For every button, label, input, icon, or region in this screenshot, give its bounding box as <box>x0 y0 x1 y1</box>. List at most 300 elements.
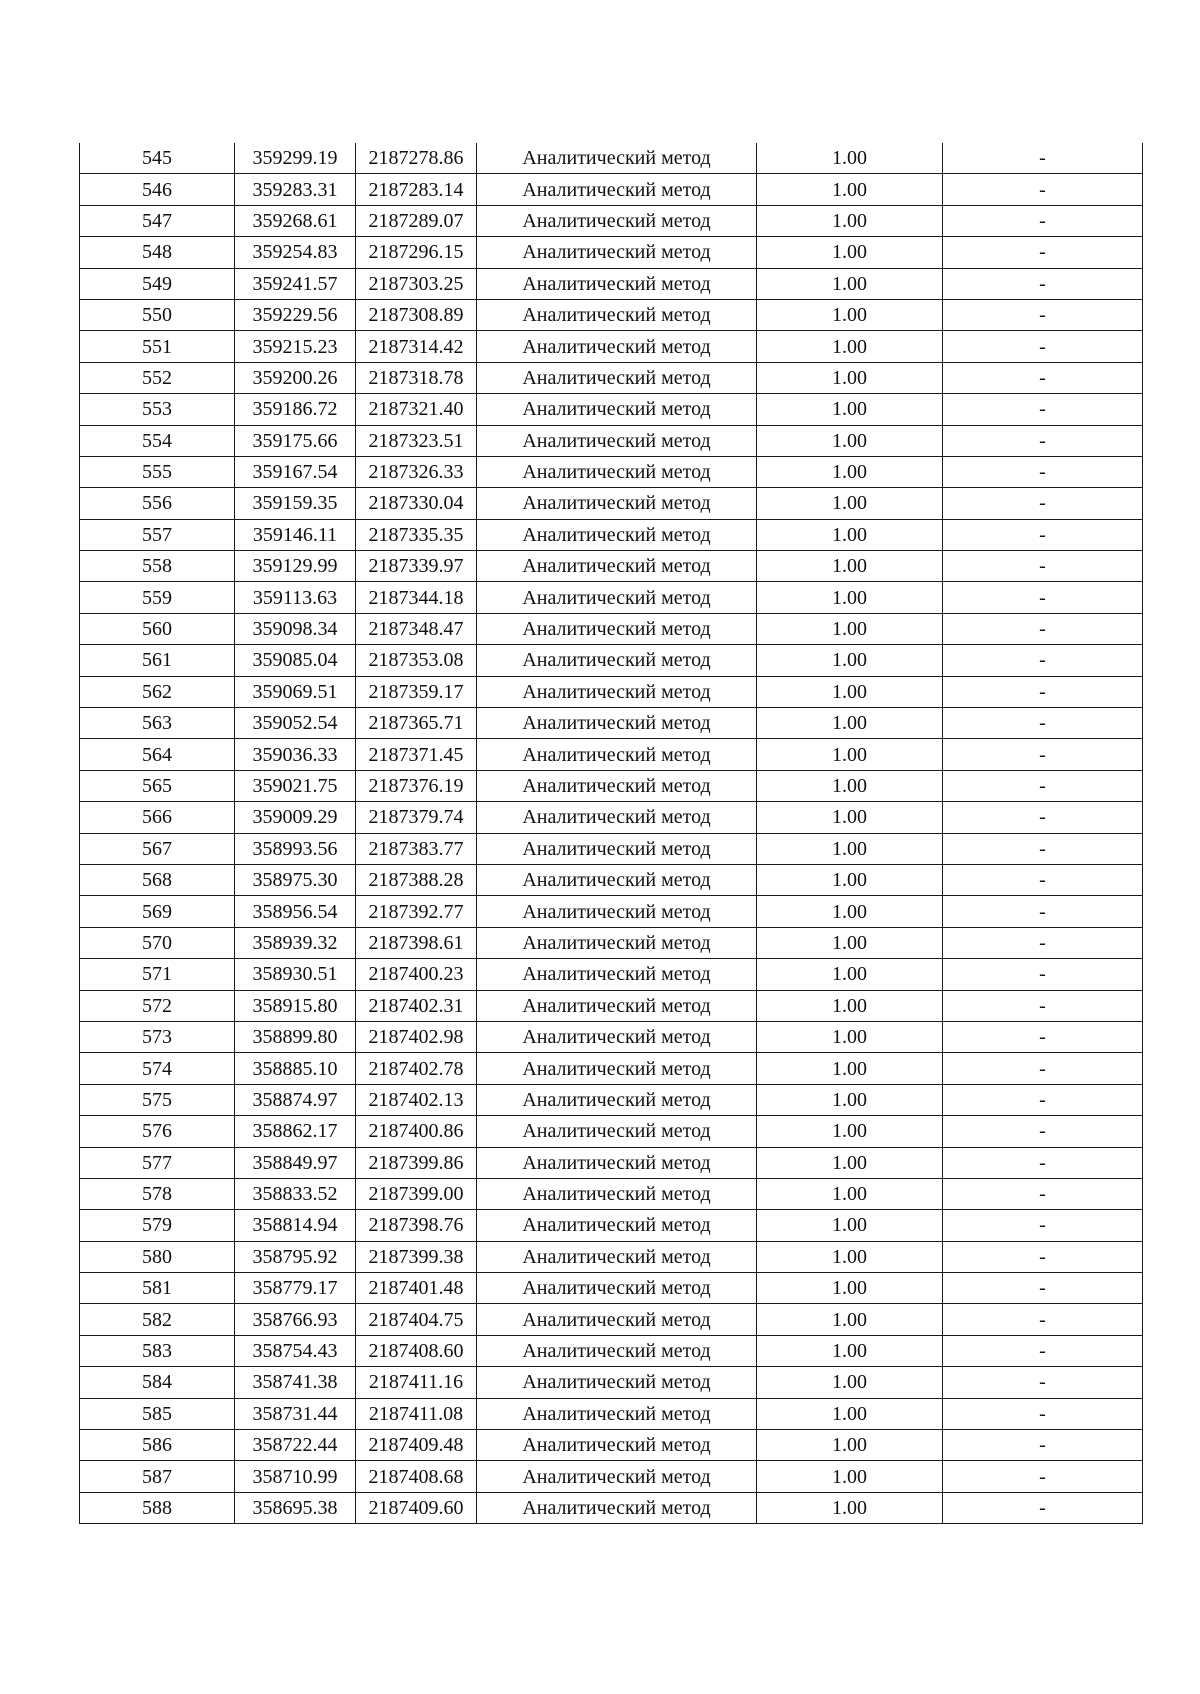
y-coordinate-cell: 2187400.23 <box>356 959 477 990</box>
x-coordinate-cell: 359241.57 <box>235 268 356 299</box>
y-coordinate-cell: 2187323.51 <box>356 425 477 456</box>
description-cell: - <box>943 551 1143 582</box>
method-cell: Аналитический метод <box>477 676 757 707</box>
x-coordinate-cell: 359229.56 <box>235 299 356 330</box>
x-coordinate-cell: 358833.52 <box>235 1178 356 1209</box>
method-cell: Аналитический метод <box>477 927 757 958</box>
description-cell: - <box>943 1273 1143 1304</box>
y-coordinate-cell: 2187359.17 <box>356 676 477 707</box>
point-number-cell: 579 <box>80 1210 235 1241</box>
x-coordinate-cell: 359098.34 <box>235 613 356 644</box>
accuracy-cell: 1.00 <box>757 488 943 519</box>
method-cell: Аналитический метод <box>477 425 757 456</box>
coordinates-table-body <box>80 143 1143 1524</box>
point-number-cell: 581 <box>80 1273 235 1304</box>
y-coordinate-cell: 2187379.74 <box>356 802 477 833</box>
method-cell: Аналитический метод <box>477 708 757 739</box>
method-cell: Аналитический метод <box>477 864 757 895</box>
description-cell: - <box>943 990 1143 1021</box>
description-cell: - <box>943 488 1143 519</box>
y-coordinate-cell: 2187330.04 <box>356 488 477 519</box>
y-coordinate-cell: 2187408.68 <box>356 1461 477 1492</box>
description-cell: - <box>943 708 1143 739</box>
point-number-cell: 563 <box>80 708 235 739</box>
point-number-cell: 587 <box>80 1461 235 1492</box>
accuracy-cell: 1.00 <box>757 362 943 393</box>
description-cell: - <box>943 456 1143 487</box>
point-number-cell: 569 <box>80 896 235 927</box>
x-coordinate-cell: 358731.44 <box>235 1398 356 1429</box>
accuracy-cell: 1.00 <box>757 1053 943 1084</box>
y-coordinate-cell: 2187392.77 <box>356 896 477 927</box>
method-cell: Аналитический метод <box>477 362 757 393</box>
method-cell: Аналитический метод <box>477 1241 757 1272</box>
point-number-cell: 559 <box>80 582 235 613</box>
point-number-cell: 586 <box>80 1430 235 1461</box>
point-number-cell: 574 <box>80 1053 235 1084</box>
accuracy-cell: 1.00 <box>757 1430 943 1461</box>
accuracy-cell: 1.00 <box>757 174 943 205</box>
point-number-cell: 565 <box>80 770 235 801</box>
table-row <box>80 456 1143 487</box>
x-coordinate-cell: 359186.72 <box>235 394 356 425</box>
method-cell: Аналитический метод <box>477 331 757 362</box>
x-coordinate-cell: 359129.99 <box>235 551 356 582</box>
method-cell: Аналитический метод <box>477 1430 757 1461</box>
description-cell: - <box>943 1116 1143 1147</box>
x-coordinate-cell: 359009.29 <box>235 802 356 833</box>
x-coordinate-cell: 359299.19 <box>235 143 356 174</box>
accuracy-cell: 1.00 <box>757 519 943 550</box>
point-number-cell: 547 <box>80 205 235 236</box>
accuracy-cell: 1.00 <box>757 331 943 362</box>
x-coordinate-cell: 359052.54 <box>235 708 356 739</box>
y-coordinate-cell: 2187339.97 <box>356 551 477 582</box>
x-coordinate-cell: 358862.17 <box>235 1116 356 1147</box>
point-number-cell: 557 <box>80 519 235 550</box>
description-cell: - <box>943 1084 1143 1115</box>
accuracy-cell: 1.00 <box>757 990 943 1021</box>
method-cell: Аналитический метод <box>477 896 757 927</box>
accuracy-cell: 1.00 <box>757 237 943 268</box>
accuracy-cell: 1.00 <box>757 927 943 958</box>
description-cell: - <box>943 1367 1143 1398</box>
point-number-cell: 546 <box>80 174 235 205</box>
x-coordinate-cell: 358779.17 <box>235 1273 356 1304</box>
accuracy-cell: 1.00 <box>757 1241 943 1272</box>
y-coordinate-cell: 2187404.75 <box>356 1304 477 1335</box>
point-number-cell: 573 <box>80 1021 235 1052</box>
accuracy-cell: 1.00 <box>757 613 943 644</box>
method-cell: Аналитический метод <box>477 959 757 990</box>
method-cell: Аналитический метод <box>477 1461 757 1492</box>
point-number-cell: 571 <box>80 959 235 990</box>
point-number-cell: 576 <box>80 1116 235 1147</box>
method-cell: Аналитический метод <box>477 1210 757 1241</box>
table-row <box>80 833 1143 864</box>
table-row <box>80 927 1143 958</box>
point-number-cell: 572 <box>80 990 235 1021</box>
x-coordinate-cell: 358722.44 <box>235 1430 356 1461</box>
table-row <box>80 959 1143 990</box>
method-cell: Аналитический метод <box>477 613 757 644</box>
point-number-cell: 585 <box>80 1398 235 1429</box>
table-row <box>80 676 1143 707</box>
x-coordinate-cell: 359254.83 <box>235 237 356 268</box>
x-coordinate-cell: 358899.80 <box>235 1021 356 1052</box>
description-cell: - <box>943 645 1143 676</box>
description-cell: - <box>943 1398 1143 1429</box>
method-cell: Аналитический метод <box>477 802 757 833</box>
accuracy-cell: 1.00 <box>757 551 943 582</box>
table-row <box>80 990 1143 1021</box>
y-coordinate-cell: 2187399.00 <box>356 1178 477 1209</box>
description-cell: - <box>943 739 1143 770</box>
table-row <box>80 1084 1143 1115</box>
method-cell: Аналитический метод <box>477 1053 757 1084</box>
point-number-cell: 570 <box>80 927 235 958</box>
description-cell: - <box>943 1053 1143 1084</box>
x-coordinate-cell: 358930.51 <box>235 959 356 990</box>
point-number-cell: 564 <box>80 739 235 770</box>
description-cell: - <box>943 1335 1143 1366</box>
description-cell: - <box>943 1430 1143 1461</box>
y-coordinate-cell: 2187402.78 <box>356 1053 477 1084</box>
method-cell: Аналитический метод <box>477 582 757 613</box>
table-row <box>80 143 1143 174</box>
accuracy-cell: 1.00 <box>757 394 943 425</box>
method-cell: Аналитический метод <box>477 268 757 299</box>
table-row <box>80 1147 1143 1178</box>
point-number-cell: 582 <box>80 1304 235 1335</box>
method-cell: Аналитический метод <box>477 551 757 582</box>
table-row <box>80 519 1143 550</box>
description-cell: - <box>943 1241 1143 1272</box>
method-cell: Аналитический метод <box>477 1492 757 1523</box>
point-number-cell: 548 <box>80 237 235 268</box>
y-coordinate-cell: 2187401.48 <box>356 1273 477 1304</box>
accuracy-cell: 1.00 <box>757 1304 943 1335</box>
method-cell: Аналитический метод <box>477 237 757 268</box>
accuracy-cell: 1.00 <box>757 645 943 676</box>
table-row <box>80 739 1143 770</box>
table-row <box>80 394 1143 425</box>
description-cell: - <box>943 143 1143 174</box>
table-row <box>80 551 1143 582</box>
y-coordinate-cell: 2187321.40 <box>356 394 477 425</box>
table-row <box>80 864 1143 895</box>
y-coordinate-cell: 2187365.71 <box>356 708 477 739</box>
x-coordinate-cell: 359268.61 <box>235 205 356 236</box>
point-number-cell: 560 <box>80 613 235 644</box>
x-coordinate-cell: 359069.51 <box>235 676 356 707</box>
y-coordinate-cell: 2187289.07 <box>356 205 477 236</box>
accuracy-cell: 1.00 <box>757 739 943 770</box>
y-coordinate-cell: 2187308.89 <box>356 299 477 330</box>
x-coordinate-cell: 359021.75 <box>235 770 356 801</box>
y-coordinate-cell: 2187402.31 <box>356 990 477 1021</box>
description-cell: - <box>943 362 1143 393</box>
method-cell: Аналитический метод <box>477 645 757 676</box>
description-cell: - <box>943 833 1143 864</box>
accuracy-cell: 1.00 <box>757 1492 943 1523</box>
point-number-cell: 551 <box>80 331 235 362</box>
x-coordinate-cell: 358993.56 <box>235 833 356 864</box>
accuracy-cell: 1.00 <box>757 770 943 801</box>
description-cell: - <box>943 1492 1143 1523</box>
point-number-cell: 554 <box>80 425 235 456</box>
method-cell: Аналитический метод <box>477 1367 757 1398</box>
point-number-cell: 555 <box>80 456 235 487</box>
x-coordinate-cell: 359113.63 <box>235 582 356 613</box>
x-coordinate-cell: 359085.04 <box>235 645 356 676</box>
table-row <box>80 802 1143 833</box>
table-row <box>80 770 1143 801</box>
table-row <box>80 1461 1143 1492</box>
point-number-cell: 584 <box>80 1367 235 1398</box>
y-coordinate-cell: 2187314.42 <box>356 331 477 362</box>
y-coordinate-cell: 2187408.60 <box>356 1335 477 1366</box>
method-cell: Аналитический метод <box>477 1398 757 1429</box>
accuracy-cell: 1.00 <box>757 456 943 487</box>
description-cell: - <box>943 331 1143 362</box>
point-number-cell: 562 <box>80 676 235 707</box>
table-row <box>80 1210 1143 1241</box>
table-row <box>80 1304 1143 1335</box>
table-row <box>80 1116 1143 1147</box>
method-cell: Аналитический метод <box>477 174 757 205</box>
table-row <box>80 1021 1143 1052</box>
table-row <box>80 1053 1143 1084</box>
description-cell: - <box>943 676 1143 707</box>
description-cell: - <box>943 299 1143 330</box>
table-row <box>80 708 1143 739</box>
method-cell: Аналитический метод <box>477 143 757 174</box>
x-coordinate-cell: 359283.31 <box>235 174 356 205</box>
y-coordinate-cell: 2187402.98 <box>356 1021 477 1052</box>
table-row <box>80 645 1143 676</box>
y-coordinate-cell: 2187283.14 <box>356 174 477 205</box>
accuracy-cell: 1.00 <box>757 1116 943 1147</box>
y-coordinate-cell: 2187296.15 <box>356 237 477 268</box>
table-row <box>80 331 1143 362</box>
point-number-cell: 552 <box>80 362 235 393</box>
method-cell: Аналитический метод <box>477 1147 757 1178</box>
x-coordinate-cell: 358915.80 <box>235 990 356 1021</box>
x-coordinate-cell: 358874.97 <box>235 1084 356 1115</box>
table-row <box>80 1398 1143 1429</box>
description-cell: - <box>943 1178 1143 1209</box>
x-coordinate-cell: 358975.30 <box>235 864 356 895</box>
description-cell: - <box>943 613 1143 644</box>
description-cell: - <box>943 519 1143 550</box>
x-coordinate-cell: 358695.38 <box>235 1492 356 1523</box>
y-coordinate-cell: 2187399.38 <box>356 1241 477 1272</box>
description-cell: - <box>943 1210 1143 1241</box>
y-coordinate-cell: 2187409.60 <box>356 1492 477 1523</box>
y-coordinate-cell: 2187353.08 <box>356 645 477 676</box>
description-cell: - <box>943 770 1143 801</box>
x-coordinate-cell: 358885.10 <box>235 1053 356 1084</box>
method-cell: Аналитический метод <box>477 1178 757 1209</box>
y-coordinate-cell: 2187399.86 <box>356 1147 477 1178</box>
x-coordinate-cell: 358939.32 <box>235 927 356 958</box>
method-cell: Аналитический метод <box>477 739 757 770</box>
description-cell: - <box>943 1304 1143 1335</box>
accuracy-cell: 1.00 <box>757 1398 943 1429</box>
point-number-cell: 580 <box>80 1241 235 1272</box>
x-coordinate-cell: 359146.11 <box>235 519 356 550</box>
method-cell: Аналитический метод <box>477 1021 757 1052</box>
table-row <box>80 299 1143 330</box>
method-cell: Аналитический метод <box>477 519 757 550</box>
description-cell: - <box>943 174 1143 205</box>
accuracy-cell: 1.00 <box>757 1461 943 1492</box>
table-row <box>80 174 1143 205</box>
y-coordinate-cell: 2187376.19 <box>356 770 477 801</box>
y-coordinate-cell: 2187400.86 <box>356 1116 477 1147</box>
accuracy-cell: 1.00 <box>757 708 943 739</box>
table-row <box>80 1335 1143 1366</box>
point-number-cell: 583 <box>80 1335 235 1366</box>
description-cell: - <box>943 582 1143 613</box>
accuracy-cell: 1.00 <box>757 582 943 613</box>
method-cell: Аналитический метод <box>477 394 757 425</box>
x-coordinate-cell: 359200.26 <box>235 362 356 393</box>
y-coordinate-cell: 2187318.78 <box>356 362 477 393</box>
description-cell: - <box>943 864 1143 895</box>
x-coordinate-cell: 358741.38 <box>235 1367 356 1398</box>
table-row <box>80 896 1143 927</box>
table-row <box>80 613 1143 644</box>
y-coordinate-cell: 2187335.35 <box>356 519 477 550</box>
table-row <box>80 362 1143 393</box>
point-number-cell: 566 <box>80 802 235 833</box>
point-number-cell: 553 <box>80 394 235 425</box>
accuracy-cell: 1.00 <box>757 1273 943 1304</box>
coordinates-table <box>79 143 1143 1524</box>
description-cell: - <box>943 1147 1143 1178</box>
point-number-cell: 550 <box>80 299 235 330</box>
accuracy-cell: 1.00 <box>757 802 943 833</box>
point-number-cell: 588 <box>80 1492 235 1523</box>
accuracy-cell: 1.00 <box>757 143 943 174</box>
point-number-cell: 545 <box>80 143 235 174</box>
x-coordinate-cell: 358849.97 <box>235 1147 356 1178</box>
x-coordinate-cell: 359036.33 <box>235 739 356 770</box>
method-cell: Аналитический метод <box>477 770 757 801</box>
x-coordinate-cell: 359215.23 <box>235 331 356 362</box>
accuracy-cell: 1.00 <box>757 1178 943 1209</box>
description-cell: - <box>943 205 1143 236</box>
table-row <box>80 1241 1143 1272</box>
accuracy-cell: 1.00 <box>757 864 943 895</box>
description-cell: - <box>943 394 1143 425</box>
point-number-cell: 575 <box>80 1084 235 1115</box>
description-cell: - <box>943 927 1143 958</box>
table-row <box>80 268 1143 299</box>
accuracy-cell: 1.00 <box>757 1210 943 1241</box>
y-coordinate-cell: 2187398.76 <box>356 1210 477 1241</box>
accuracy-cell: 1.00 <box>757 299 943 330</box>
method-cell: Аналитический метод <box>477 1335 757 1366</box>
y-coordinate-cell: 2187411.16 <box>356 1367 477 1398</box>
accuracy-cell: 1.00 <box>757 1367 943 1398</box>
x-coordinate-cell: 358754.43 <box>235 1335 356 1366</box>
y-coordinate-cell: 2187402.13 <box>356 1084 477 1115</box>
accuracy-cell: 1.00 <box>757 1084 943 1115</box>
point-number-cell: 578 <box>80 1178 235 1209</box>
point-number-cell: 567 <box>80 833 235 864</box>
accuracy-cell: 1.00 <box>757 1335 943 1366</box>
method-cell: Аналитический метод <box>477 488 757 519</box>
table-row <box>80 1273 1143 1304</box>
point-number-cell: 568 <box>80 864 235 895</box>
accuracy-cell: 1.00 <box>757 1021 943 1052</box>
accuracy-cell: 1.00 <box>757 1147 943 1178</box>
x-coordinate-cell: 358710.99 <box>235 1461 356 1492</box>
accuracy-cell: 1.00 <box>757 959 943 990</box>
table-row <box>80 1178 1143 1209</box>
accuracy-cell: 1.00 <box>757 896 943 927</box>
method-cell: Аналитический метод <box>477 456 757 487</box>
accuracy-cell: 1.00 <box>757 676 943 707</box>
method-cell: Аналитический метод <box>477 299 757 330</box>
y-coordinate-cell: 2187398.61 <box>356 927 477 958</box>
y-coordinate-cell: 2187344.18 <box>356 582 477 613</box>
description-cell: - <box>943 896 1143 927</box>
table-row <box>80 1430 1143 1461</box>
description-cell: - <box>943 425 1143 456</box>
method-cell: Аналитический метод <box>477 1304 757 1335</box>
method-cell: Аналитический метод <box>477 1273 757 1304</box>
description-cell: - <box>943 959 1143 990</box>
x-coordinate-cell: 358814.94 <box>235 1210 356 1241</box>
y-coordinate-cell: 2187371.45 <box>356 739 477 770</box>
description-cell: - <box>943 802 1143 833</box>
accuracy-cell: 1.00 <box>757 833 943 864</box>
y-coordinate-cell: 2187383.77 <box>356 833 477 864</box>
method-cell: Аналитический метод <box>477 205 757 236</box>
y-coordinate-cell: 2187388.28 <box>356 864 477 895</box>
description-cell: - <box>943 1021 1143 1052</box>
accuracy-cell: 1.00 <box>757 268 943 299</box>
x-coordinate-cell: 358956.54 <box>235 896 356 927</box>
y-coordinate-cell: 2187411.08 <box>356 1398 477 1429</box>
method-cell: Аналитический метод <box>477 990 757 1021</box>
method-cell: Аналитический метод <box>477 833 757 864</box>
method-cell: Аналитический метод <box>477 1116 757 1147</box>
table-row <box>80 1367 1143 1398</box>
table-row <box>80 425 1143 456</box>
description-cell: - <box>943 237 1143 268</box>
accuracy-cell: 1.00 <box>757 205 943 236</box>
x-coordinate-cell: 358766.93 <box>235 1304 356 1335</box>
point-number-cell: 577 <box>80 1147 235 1178</box>
table-row <box>80 1492 1143 1523</box>
y-coordinate-cell: 2187348.47 <box>356 613 477 644</box>
table-row <box>80 237 1143 268</box>
table-row <box>80 205 1143 236</box>
point-number-cell: 561 <box>80 645 235 676</box>
description-cell: - <box>943 268 1143 299</box>
x-coordinate-cell: 358795.92 <box>235 1241 356 1272</box>
y-coordinate-cell: 2187326.33 <box>356 456 477 487</box>
point-number-cell: 558 <box>80 551 235 582</box>
table-row <box>80 582 1143 613</box>
x-coordinate-cell: 359175.66 <box>235 425 356 456</box>
accuracy-cell: 1.00 <box>757 425 943 456</box>
